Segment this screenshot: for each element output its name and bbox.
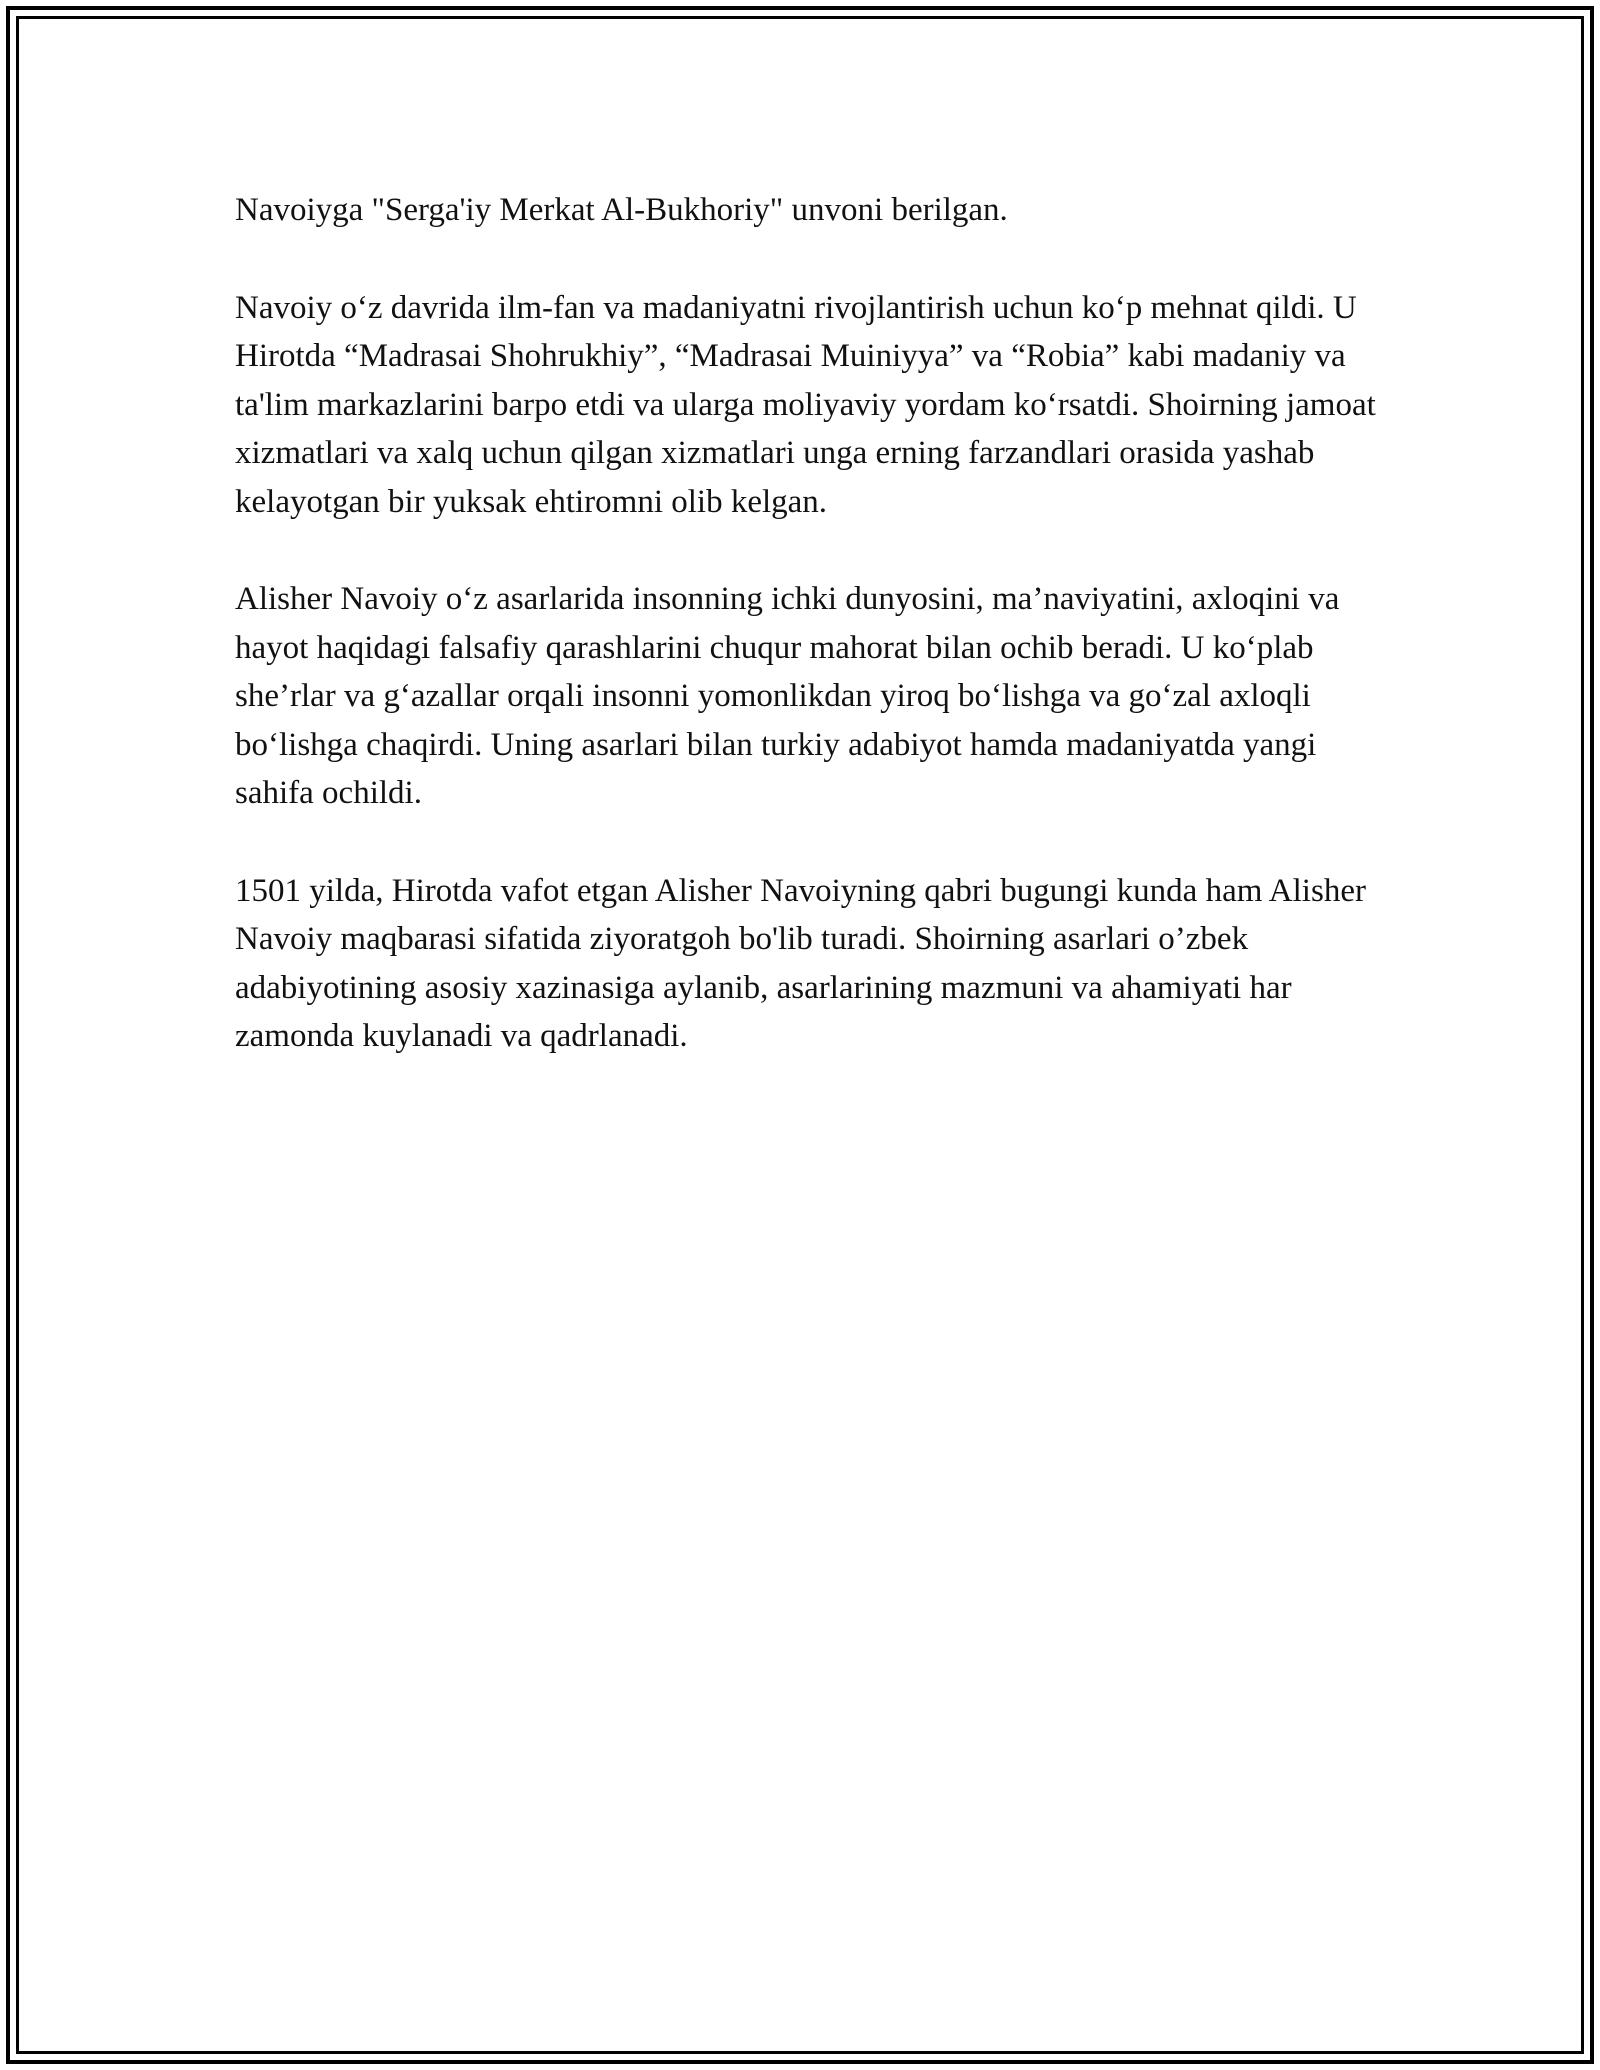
paragraph-literary-works: Alisher Navoiy o‘z asarlarida insonning ichki dunyosini, ma’naviyatini, axloqini va hayot haqidagi falsafiy qarashlarini chuqur mahorat bilan ochib beradi. U ko‘plab she’rlar va g‘azallar orqali insonni yomonlikdan yiroq bo‘lishga va go‘zal axloqli bo‘lishga chaqirdi. Uning asarlari bilan turkiy adabiyot hamda madaniyatda yangi sahifa ochildi. — [235, 581, 1340, 811]
paragraph-cultural-work: Navoiy o‘z davrida ilm-fan va madaniyatni rivojlantirish uchun ko‘p mehnat qildi. U Hirotda “Madrasai Shohrukhiy”, “Madrasai Muiniyya” va “Robia” kabi madaniy va ta'lim markazlarini barpo etdi va ularga moliyaviy yordam ko‘rsatdi. Shoirning jamoat xizmatlari va xalq uchun qilgan xizmatlari unga erning farzandlari orasida yashab kelayotgan bir yuksak ehtiromni olib kelgan. — [235, 289, 1376, 520]
paragraph-legacy: 1501 yilda, Hirotda vafot etgan Alisher Navoiyning qabri bugungi kunda ham Alisher Navoiy maqbarasi sifatida ziyoratgoh bo'lib turadi. Shoirning asarlari o’zbek adabiyotining asosiy xazinasiga aylanib, asarlarining mazmuni va ahamiyati har zamonda kuylanadi va qadrlanadi. — [235, 872, 1366, 1054]
document-body — [235, 186, 1385, 1110]
paragraph-title-award: Navoiyga "Serga'iy Merkat Al-Bukhoriy" unvoni berilgan. — [235, 192, 1008, 228]
